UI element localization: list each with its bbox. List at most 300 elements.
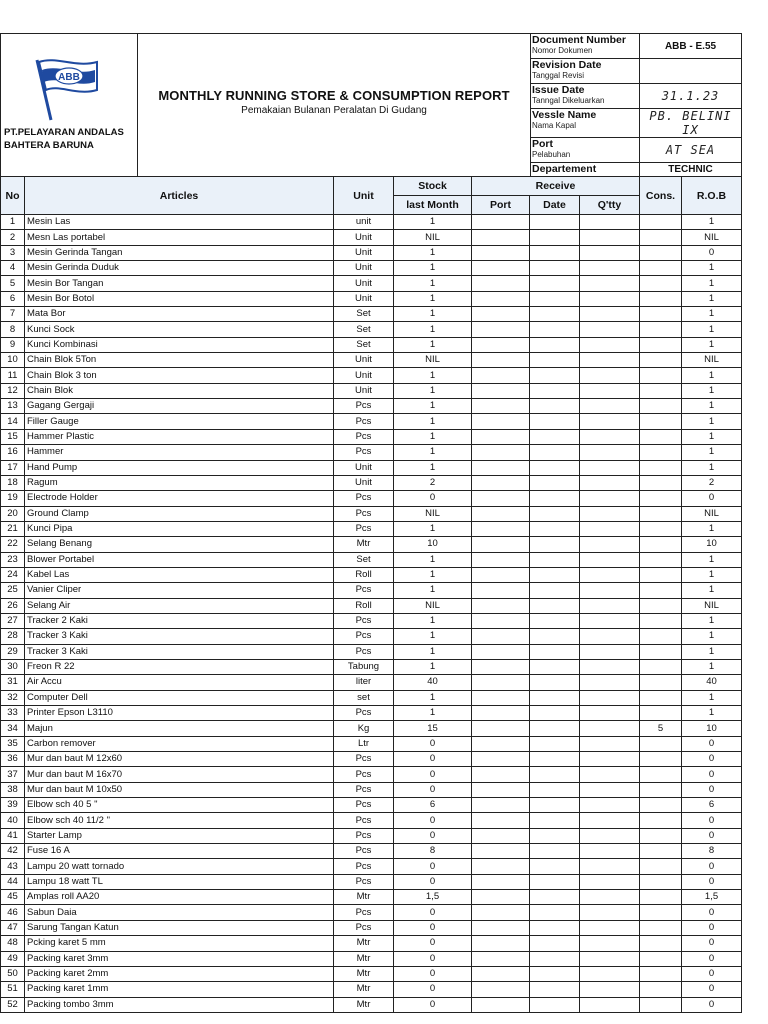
company-name-line2: BAHTERA BARUNA <box>4 140 94 151</box>
row-no: 18 <box>1 475 25 490</box>
row-receive-port <box>472 261 530 276</box>
row-receive-port <box>472 966 530 981</box>
row-no: 48 <box>1 936 25 951</box>
row-receive-date <box>530 690 580 705</box>
row-stock: 1 <box>394 629 472 644</box>
col-header-port: Port <box>472 196 530 215</box>
col-header-cons: Cons. <box>640 177 682 215</box>
row-rob: 1 <box>682 322 742 337</box>
table-row <box>1 322 742 337</box>
row-stock: 1 <box>394 552 472 567</box>
row-unit: Pcs <box>334 629 394 644</box>
row-no: 45 <box>1 890 25 905</box>
row-cons <box>640 874 682 889</box>
row-rob: 1,5 <box>682 890 742 905</box>
row-receive-port <box>472 905 530 920</box>
row-unit: Mtr <box>334 537 394 552</box>
row-stock: NIL <box>394 353 472 368</box>
row-article: Fuse 16 A <box>25 844 334 859</box>
row-article: Kunci Sock <box>25 322 334 337</box>
row-receive-date <box>530 598 580 613</box>
report-subtitle: Pemakaian Bulanan Peralatan Di Gudang <box>241 105 427 116</box>
row-unit: Pcs <box>334 414 394 429</box>
col-header-articles: Articles <box>25 177 334 215</box>
table-row <box>1 767 742 782</box>
row-receive-qty <box>580 859 640 874</box>
row-unit: Pcs <box>334 521 394 536</box>
table-row <box>1 736 742 751</box>
row-stock: 0 <box>394 828 472 843</box>
table-row <box>1 782 742 797</box>
row-article: Packing karet 3mm <box>25 951 334 966</box>
row-stock: 0 <box>394 874 472 889</box>
table-row <box>1 337 742 352</box>
row-unit: Pcs <box>334 445 394 460</box>
row-article: Filler Gauge <box>25 414 334 429</box>
row-cons <box>640 890 682 905</box>
row-no: 9 <box>1 337 25 352</box>
row-rob: 0 <box>682 736 742 751</box>
row-receive-date <box>530 905 580 920</box>
table-row <box>1 644 742 659</box>
row-article: Pcking karet 5 mm <box>25 936 334 951</box>
row-article: Sarung Tangan Katun <box>25 920 334 935</box>
row-no: 36 <box>1 752 25 767</box>
row-cons <box>640 583 682 598</box>
row-article: Carbon remover <box>25 736 334 751</box>
row-receive-qty <box>580 491 640 506</box>
row-unit: Set <box>334 307 394 322</box>
row-article: Chain Blok <box>25 383 334 398</box>
table-row <box>1 706 742 721</box>
row-no: 47 <box>1 920 25 935</box>
row-receive-port <box>472 368 530 383</box>
row-stock: 1 <box>394 307 472 322</box>
table-row <box>1 905 742 920</box>
row-receive-date <box>530 353 580 368</box>
row-article: Starter Lamp <box>25 828 334 843</box>
row-rob: NIL <box>682 598 742 613</box>
issue-date-value: 31.1.23 <box>640 84 742 109</box>
row-unit: Unit <box>334 291 394 306</box>
row-rob: 1 <box>682 567 742 582</box>
row-receive-date <box>530 414 580 429</box>
row-article: Chain Blok 3 ton <box>25 368 334 383</box>
row-article: Freon R 22 <box>25 659 334 674</box>
row-receive-qty <box>580 368 640 383</box>
row-rob: 0 <box>682 874 742 889</box>
row-article: Mata Bor <box>25 307 334 322</box>
row-article: Selang Air <box>25 598 334 613</box>
row-receive-port <box>472 445 530 460</box>
row-cons <box>640 399 682 414</box>
row-stock: 1 <box>394 215 472 230</box>
row-stock: 2 <box>394 475 472 490</box>
row-receive-date <box>530 752 580 767</box>
row-no: 5 <box>1 276 25 291</box>
row-receive-date <box>530 721 580 736</box>
row-receive-date <box>530 399 580 414</box>
row-receive-qty <box>580 905 640 920</box>
row-receive-port <box>472 537 530 552</box>
row-receive-qty <box>580 890 640 905</box>
row-unit: Pcs <box>334 752 394 767</box>
row-receive-date <box>530 337 580 352</box>
row-unit: Ltr <box>334 736 394 751</box>
row-article: Computer Dell <box>25 690 334 705</box>
row-stock: NIL <box>394 230 472 245</box>
row-cons <box>640 537 682 552</box>
row-stock: 0 <box>394 982 472 997</box>
row-receive-date <box>530 920 580 935</box>
row-unit: Pcs <box>334 859 394 874</box>
row-receive-qty <box>580 936 640 951</box>
row-cons <box>640 706 682 721</box>
row-article: Packing karet 2mm <box>25 966 334 981</box>
row-stock: 0 <box>394 767 472 782</box>
row-no: 46 <box>1 905 25 920</box>
table-row <box>1 491 742 506</box>
row-unit: Mtr <box>334 951 394 966</box>
table-body <box>1 215 742 1013</box>
row-receive-port <box>472 337 530 352</box>
row-no: 1 <box>1 215 25 230</box>
table-row <box>1 675 742 690</box>
row-stock: 1 <box>394 383 472 398</box>
row-rob: 0 <box>682 782 742 797</box>
table-row <box>1 721 742 736</box>
row-cons <box>640 644 682 659</box>
vessel-name-value: PB. BELINI IX <box>640 109 742 138</box>
row-receive-qty <box>580 982 640 997</box>
row-receive-port <box>472 506 530 521</box>
row-unit: Tabung <box>334 659 394 674</box>
table-row <box>1 368 742 383</box>
row-unit: Unit <box>334 261 394 276</box>
row-receive-date <box>530 675 580 690</box>
table-row <box>1 261 742 276</box>
row-receive-qty <box>580 307 640 322</box>
row-no: 10 <box>1 353 25 368</box>
row-receive-date <box>530 890 580 905</box>
row-cons <box>640 936 682 951</box>
row-receive-port <box>472 583 530 598</box>
revision-date-label: Revision Date Tanggal Revisi <box>531 59 640 84</box>
row-rob: 1 <box>682 429 742 444</box>
row-receive-port <box>472 798 530 813</box>
row-unit: Mtr <box>334 997 394 1012</box>
table-row <box>1 844 742 859</box>
table-row <box>1 276 742 291</box>
table-row <box>1 307 742 322</box>
row-receive-port <box>472 460 530 475</box>
row-cons <box>640 859 682 874</box>
row-stock: 1 <box>394 429 472 444</box>
row-receive-date <box>530 844 580 859</box>
row-cons <box>640 828 682 843</box>
row-unit: Unit <box>334 230 394 245</box>
row-receive-port <box>472 844 530 859</box>
document-number-value: ABB - E.55 <box>640 34 742 59</box>
col-header-stock: Stock <box>394 177 472 196</box>
row-unit: Pcs <box>334 813 394 828</box>
row-unit: Pcs <box>334 583 394 598</box>
row-article: Chain Blok 5Ton <box>25 353 334 368</box>
row-stock: 0 <box>394 752 472 767</box>
row-receive-qty <box>580 690 640 705</box>
row-article: Printer Epson L3110 <box>25 706 334 721</box>
revision-date-value <box>640 59 742 84</box>
svg-text:ABB: ABB <box>58 72 80 83</box>
row-unit: Pcs <box>334 429 394 444</box>
row-article: Mesin Gerinda Duduk <box>25 261 334 276</box>
row-no: 25 <box>1 583 25 598</box>
row-rob: 1 <box>682 276 742 291</box>
row-receive-port <box>472 767 530 782</box>
row-unit: Pcs <box>334 399 394 414</box>
row-cons <box>640 445 682 460</box>
row-receive-qty <box>580 445 640 460</box>
row-stock: 1 <box>394 261 472 276</box>
row-unit: Pcs <box>334 905 394 920</box>
row-unit: Pcs <box>334 920 394 935</box>
company-name <box>4 126 124 152</box>
row-cons <box>640 951 682 966</box>
row-rob: 1 <box>682 307 742 322</box>
table-row <box>1 506 742 521</box>
table-row <box>1 521 742 536</box>
row-receive-port <box>472 920 530 935</box>
row-receive-port <box>472 859 530 874</box>
row-article: Amplas roll AA20 <box>25 890 334 905</box>
row-receive-qty <box>580 951 640 966</box>
row-receive-port <box>472 230 530 245</box>
row-stock: 15 <box>394 721 472 736</box>
row-no: 41 <box>1 828 25 843</box>
row-receive-date <box>530 644 580 659</box>
row-receive-port <box>472 276 530 291</box>
row-cons <box>640 307 682 322</box>
row-rob: 1 <box>682 690 742 705</box>
table-row <box>1 353 742 368</box>
row-rob: NIL <box>682 353 742 368</box>
row-stock: 1 <box>394 690 472 705</box>
row-receive-qty <box>580 521 640 536</box>
row-article: Mur dan baut M 12x60 <box>25 752 334 767</box>
row-no: 43 <box>1 859 25 874</box>
row-stock: 0 <box>394 782 472 797</box>
row-cons <box>640 276 682 291</box>
row-no: 14 <box>1 414 25 429</box>
col-header-unit: Unit <box>334 177 394 215</box>
row-receive-port <box>472 874 530 889</box>
row-receive-qty <box>580 706 640 721</box>
row-receive-qty <box>580 644 640 659</box>
row-receive-qty <box>580 506 640 521</box>
row-rob: 1 <box>682 460 742 475</box>
row-receive-port <box>472 629 530 644</box>
row-receive-qty <box>580 920 640 935</box>
row-cons <box>640 322 682 337</box>
row-article: Vanier Cliper <box>25 583 334 598</box>
row-receive-qty <box>580 475 640 490</box>
row-no: 39 <box>1 798 25 813</box>
row-receive-port <box>472 429 530 444</box>
row-receive-qty <box>580 798 640 813</box>
row-stock: 1 <box>394 291 472 306</box>
row-receive-qty <box>580 675 640 690</box>
row-receive-qty <box>580 230 640 245</box>
row-receive-port <box>472 890 530 905</box>
row-stock: 1 <box>394 567 472 582</box>
table-row <box>1 414 742 429</box>
title-block <box>138 34 531 177</box>
row-receive-date <box>530 706 580 721</box>
table-row <box>1 291 742 306</box>
row-receive-date <box>530 782 580 797</box>
row-stock: 0 <box>394 905 472 920</box>
row-rob: 0 <box>682 982 742 997</box>
issue-date-label: Issue Date Tanngal Dikeluarkan <box>531 84 640 109</box>
row-no: 32 <box>1 690 25 705</box>
row-rob: 0 <box>682 920 742 935</box>
row-stock: 0 <box>394 951 472 966</box>
row-receive-date <box>530 307 580 322</box>
row-cons <box>640 920 682 935</box>
row-receive-date <box>530 613 580 628</box>
row-rob: 1 <box>682 445 742 460</box>
row-cons <box>640 245 682 260</box>
row-rob: 1 <box>682 629 742 644</box>
row-receive-date <box>530 521 580 536</box>
row-receive-port <box>472 690 530 705</box>
row-no: 30 <box>1 659 25 674</box>
row-no: 17 <box>1 460 25 475</box>
row-rob: 1 <box>682 583 742 598</box>
row-receive-date <box>530 936 580 951</box>
row-no: 29 <box>1 644 25 659</box>
row-rob: 0 <box>682 813 742 828</box>
row-receive-port <box>472 399 530 414</box>
company-block <box>1 34 138 177</box>
row-receive-port <box>472 813 530 828</box>
row-rob: 1 <box>682 521 742 536</box>
table-row <box>1 813 742 828</box>
row-no: 15 <box>1 429 25 444</box>
row-rob: 1 <box>682 215 742 230</box>
row-receive-date <box>530 859 580 874</box>
row-article: Kunci Pipa <box>25 521 334 536</box>
row-unit: Pcs <box>334 644 394 659</box>
row-receive-qty <box>580 337 640 352</box>
row-cons <box>640 736 682 751</box>
table-row <box>1 537 742 552</box>
table-row <box>1 828 742 843</box>
row-stock: NIL <box>394 598 472 613</box>
row-article: Mesin Gerinda Tangan <box>25 245 334 260</box>
row-unit: Kg <box>334 721 394 736</box>
row-cons <box>640 997 682 1012</box>
row-article: Mesin Bor Botol <box>25 291 334 306</box>
row-receive-date <box>530 736 580 751</box>
table-row <box>1 598 742 613</box>
row-cons <box>640 291 682 306</box>
row-no: 31 <box>1 675 25 690</box>
row-receive-date <box>530 230 580 245</box>
row-stock: 0 <box>394 936 472 951</box>
row-rob: NIL <box>682 230 742 245</box>
row-article: Tracker 3 Kaki <box>25 629 334 644</box>
table-row <box>1 798 742 813</box>
row-cons <box>640 675 682 690</box>
row-receive-qty <box>580 767 640 782</box>
row-receive-qty <box>580 613 640 628</box>
row-rob: 0 <box>682 491 742 506</box>
row-rob: NIL <box>682 506 742 521</box>
row-receive-qty <box>580 460 640 475</box>
row-cons <box>640 383 682 398</box>
row-receive-date <box>530 552 580 567</box>
row-receive-qty <box>580 813 640 828</box>
row-receive-qty <box>580 598 640 613</box>
row-article: Gagang Gergaji <box>25 399 334 414</box>
row-cons <box>640 230 682 245</box>
row-receive-qty <box>580 659 640 674</box>
row-rob: 1 <box>682 706 742 721</box>
company-flag-logo <box>31 54 103 122</box>
row-rob: 1 <box>682 261 742 276</box>
row-unit: Unit <box>334 276 394 291</box>
row-rob: 1 <box>682 337 742 352</box>
row-receive-qty <box>580 629 640 644</box>
row-receive-qty <box>580 537 640 552</box>
row-no: 4 <box>1 261 25 276</box>
table-row <box>1 690 742 705</box>
row-receive-date <box>530 537 580 552</box>
document-number-label: Document Number Nomor Dokumen <box>531 34 640 59</box>
row-receive-qty <box>580 583 640 598</box>
row-cons <box>640 567 682 582</box>
table-row <box>1 215 742 230</box>
row-no: 11 <box>1 368 25 383</box>
row-receive-qty <box>580 322 640 337</box>
row-stock: 0 <box>394 813 472 828</box>
row-stock: 40 <box>394 675 472 690</box>
row-receive-port <box>472 936 530 951</box>
row-unit: Mtr <box>334 966 394 981</box>
row-stock: 1 <box>394 644 472 659</box>
row-receive-port <box>472 383 530 398</box>
row-rob: 0 <box>682 245 742 260</box>
row-rob: 0 <box>682 966 742 981</box>
row-stock: 1 <box>394 659 472 674</box>
row-article: Mesin Bor Tangan <box>25 276 334 291</box>
row-unit: Unit <box>334 245 394 260</box>
table-row <box>1 613 742 628</box>
row-receive-qty <box>580 721 640 736</box>
row-rob: 8 <box>682 844 742 859</box>
table-row <box>1 230 742 245</box>
row-stock: 6 <box>394 798 472 813</box>
row-unit: Roll <box>334 567 394 582</box>
row-no: 51 <box>1 982 25 997</box>
row-rob: 1 <box>682 659 742 674</box>
row-receive-date <box>530 659 580 674</box>
row-receive-port <box>472 521 530 536</box>
row-article: Lampu 20 watt tornado <box>25 859 334 874</box>
row-receive-qty <box>580 353 640 368</box>
department-value: TECHNIC <box>640 163 742 177</box>
